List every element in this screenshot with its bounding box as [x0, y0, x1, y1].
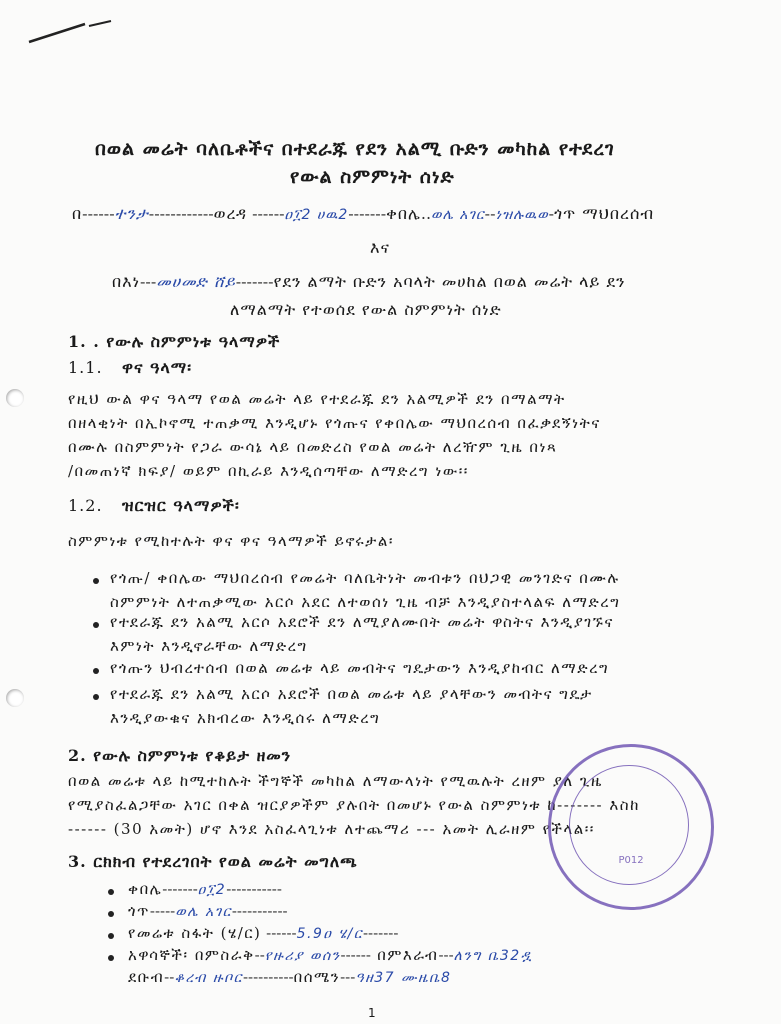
bullet-icon — [93, 578, 99, 584]
bullet-line: እንዲያውቁና አክብረው እንዲሰሩ ለማድረግ — [110, 709, 381, 727]
bullet-icon — [108, 933, 114, 939]
party-line: በ------ተንታ------------ወረዳ ------ዐ፲2 ሀዉ2-------ቀበሌ..ወሌ አገር--ነዝሉዉወ-ጎጥ ማህበረሰብ — [72, 204, 655, 223]
section2-line: ------ (30 አመት) ሆኖ እንደ አስፈላጊነቱ ለተጨማሪ --- አመት ሊራዘም የችላል፡፡ — [68, 820, 595, 838]
section3-south-north: ደቡብ--ቆረብ ዙቦር----------በሰሜን---ዓዘ37 ሙዜቤ8 — [128, 968, 452, 986]
section1-2-title: ዝርዝር ዓላማዎች፡ — [122, 496, 240, 515]
north-value-handwritten: ዓዘ37 ሙዜቤ8 — [355, 970, 452, 986]
official-stamp — [548, 744, 714, 910]
bullet-icon — [93, 668, 99, 674]
bullet-line: የተደራጁ ደን አልሚ አርሶ አደሮች በወል መሬቱ ላይ ያላቸውን መብትና ግዴታ — [110, 685, 593, 703]
bullet-line: የጎጡን ህብረተሰብ በወል መሬቱ ላይ መብትና ግዴታውን እንዲያከብር ለማድረግ — [110, 659, 610, 677]
kebele-handwritten: ወሌ አገር — [431, 207, 485, 223]
pen-mark — [25, 18, 115, 48]
group-line-2: ለማልማት የተወሰደ የውል ስምምነት ሰነድ — [230, 300, 502, 319]
area-value-handwritten: 5.9ዐ ሄ/ር — [296, 926, 363, 942]
bullet-icon — [108, 889, 114, 895]
section1-intro: ስምምነቱ የሚከተሉት ዋና ዋና ዓላማዎች ይኖሩታል፡ — [68, 532, 394, 550]
section3-boundaries: አዋሳኞች፡ በምስራቅ--የዙሪያ ወሰን------ በምእራብ---ለንግ ቤ32ዷ — [128, 946, 533, 964]
section1-para-line: በሙሉ በስምምነት የጋራ ውሳኔ ላይ በመድረስ የወል መሬት ለረዥም ጊዜ በነጻ — [68, 438, 558, 456]
section1-para-line: /በመጠነኛ ክፍያ/ ወይም በኪራይ እንዲሰጣቸው ለማድረግ ነው፡፡ — [68, 462, 469, 480]
group-name-handwritten: መሀመድ ሸይ — [156, 272, 236, 291]
section1-para-line: የዚህ ውል ዋና ዓላማ የወል መሬት ላይ የተደራጁ ደን አልሚዎች ደን በማልማት — [68, 390, 566, 408]
section3-area: የመሬቱ ስፋት (ሄ/ር) ------5.9ዐ ሄ/ር------- — [128, 924, 399, 942]
section2-line: የሚያስፈልጋቸው አገር በቀል ዝርያዎችም ያሉበት በመሆኑ የውል ስምምነቱ ከ------- እስከ — [68, 796, 640, 814]
section1-1-number: 1.1. — [68, 358, 103, 377]
got-value-handwritten: ወሌ አገር — [175, 904, 232, 920]
title-line-2: የውል ስምምነት ሰነድ — [290, 166, 455, 188]
east-value-handwritten: የዙሪያ ወሰን — [264, 948, 341, 964]
bullet-icon — [108, 911, 114, 917]
zone-handwritten: ተንታ — [114, 204, 149, 223]
bullet-icon — [93, 694, 99, 700]
bullet-line: የተደራጁ ደን አልሚ አርሶ አደሮች ደን ለሚያለሙበት መሬት ዋስትና እንዲያገኙና — [110, 613, 614, 631]
section3-kebele: ቀበሌ-------ዐ፲2----------- — [128, 880, 282, 898]
title-line-1: በወል መሬት ባለቤቶችና በተደራጁ የደን አልሚ ቡድን መካከል የተደረገ — [95, 138, 615, 160]
south-value-handwritten: ቆረብ ዙቦር — [174, 970, 243, 986]
woreda-handwritten: ዐ፲2 ሀዉ2 — [284, 207, 349, 223]
got-handwritten: ነዝሉዉወ — [495, 207, 549, 223]
kebele-value-handwritten: ዐ፲2 — [197, 882, 227, 898]
bullet-icon — [108, 955, 114, 961]
bullet-line: የጎጡ/ ቀበሌው ማህበረሰብ የመሬት ባለቤትነት መብቱን በህጋዊ መንገድና በሙሉ — [110, 569, 620, 587]
punch-hole — [6, 389, 24, 407]
page-number: 1 — [368, 1006, 376, 1020]
and-word: እና — [370, 238, 390, 257]
west-value-handwritten: ለንግ ቤ32ዷ — [453, 948, 533, 964]
bullet-icon — [93, 622, 99, 628]
section3-got: ጎጥ-----ወሌ አገር----------- — [128, 902, 288, 920]
section1-2-number: 1.2. — [68, 496, 103, 515]
section1-heading: 1. . የውሉ ስምምነቱ ዓላማዎች — [68, 332, 281, 351]
section1-1-title: ዋና ዓላማ፡ — [122, 358, 192, 377]
section3-heading: 3. ርክክብ የተደረገበት የወል መሬት መግለጫ — [68, 852, 358, 871]
punch-hole — [6, 689, 24, 707]
bullet-line: እምነት እንዲኖራቸው ለማድረግ — [110, 637, 308, 655]
section2-heading: 2. የውሉ ስምምነቱ የቆይታ ዘመን — [68, 746, 292, 765]
bullet-line: ስምምነት ለተጠቃሚው አርሶ አደር ለተወሰነ ጊዜ ብቻ እንዲያስተላልፍ ለማድረግ — [110, 593, 621, 611]
section1-para-line: በዘላቂነት በኢኮኖሚ ተጠቃሚ እንዲሆኑ የጎጡና የቀበሌው ማህበረሰብ በፈቃደኝነትና — [68, 414, 601, 432]
stamp-code: P012 — [618, 855, 644, 866]
group-line-1: በእነ---መሀመድ ሸይ-------የደን ልማት ቡድን አባላት መሀከል በወል መሬት ላይ ደን — [112, 272, 626, 291]
section2-line: በወል መሬቱ ላይ ከሚተከሉት ችግኞች መካከል ለማውላነት የሚዉሉት ረዘም ያለ ጊዜ — [68, 772, 603, 790]
